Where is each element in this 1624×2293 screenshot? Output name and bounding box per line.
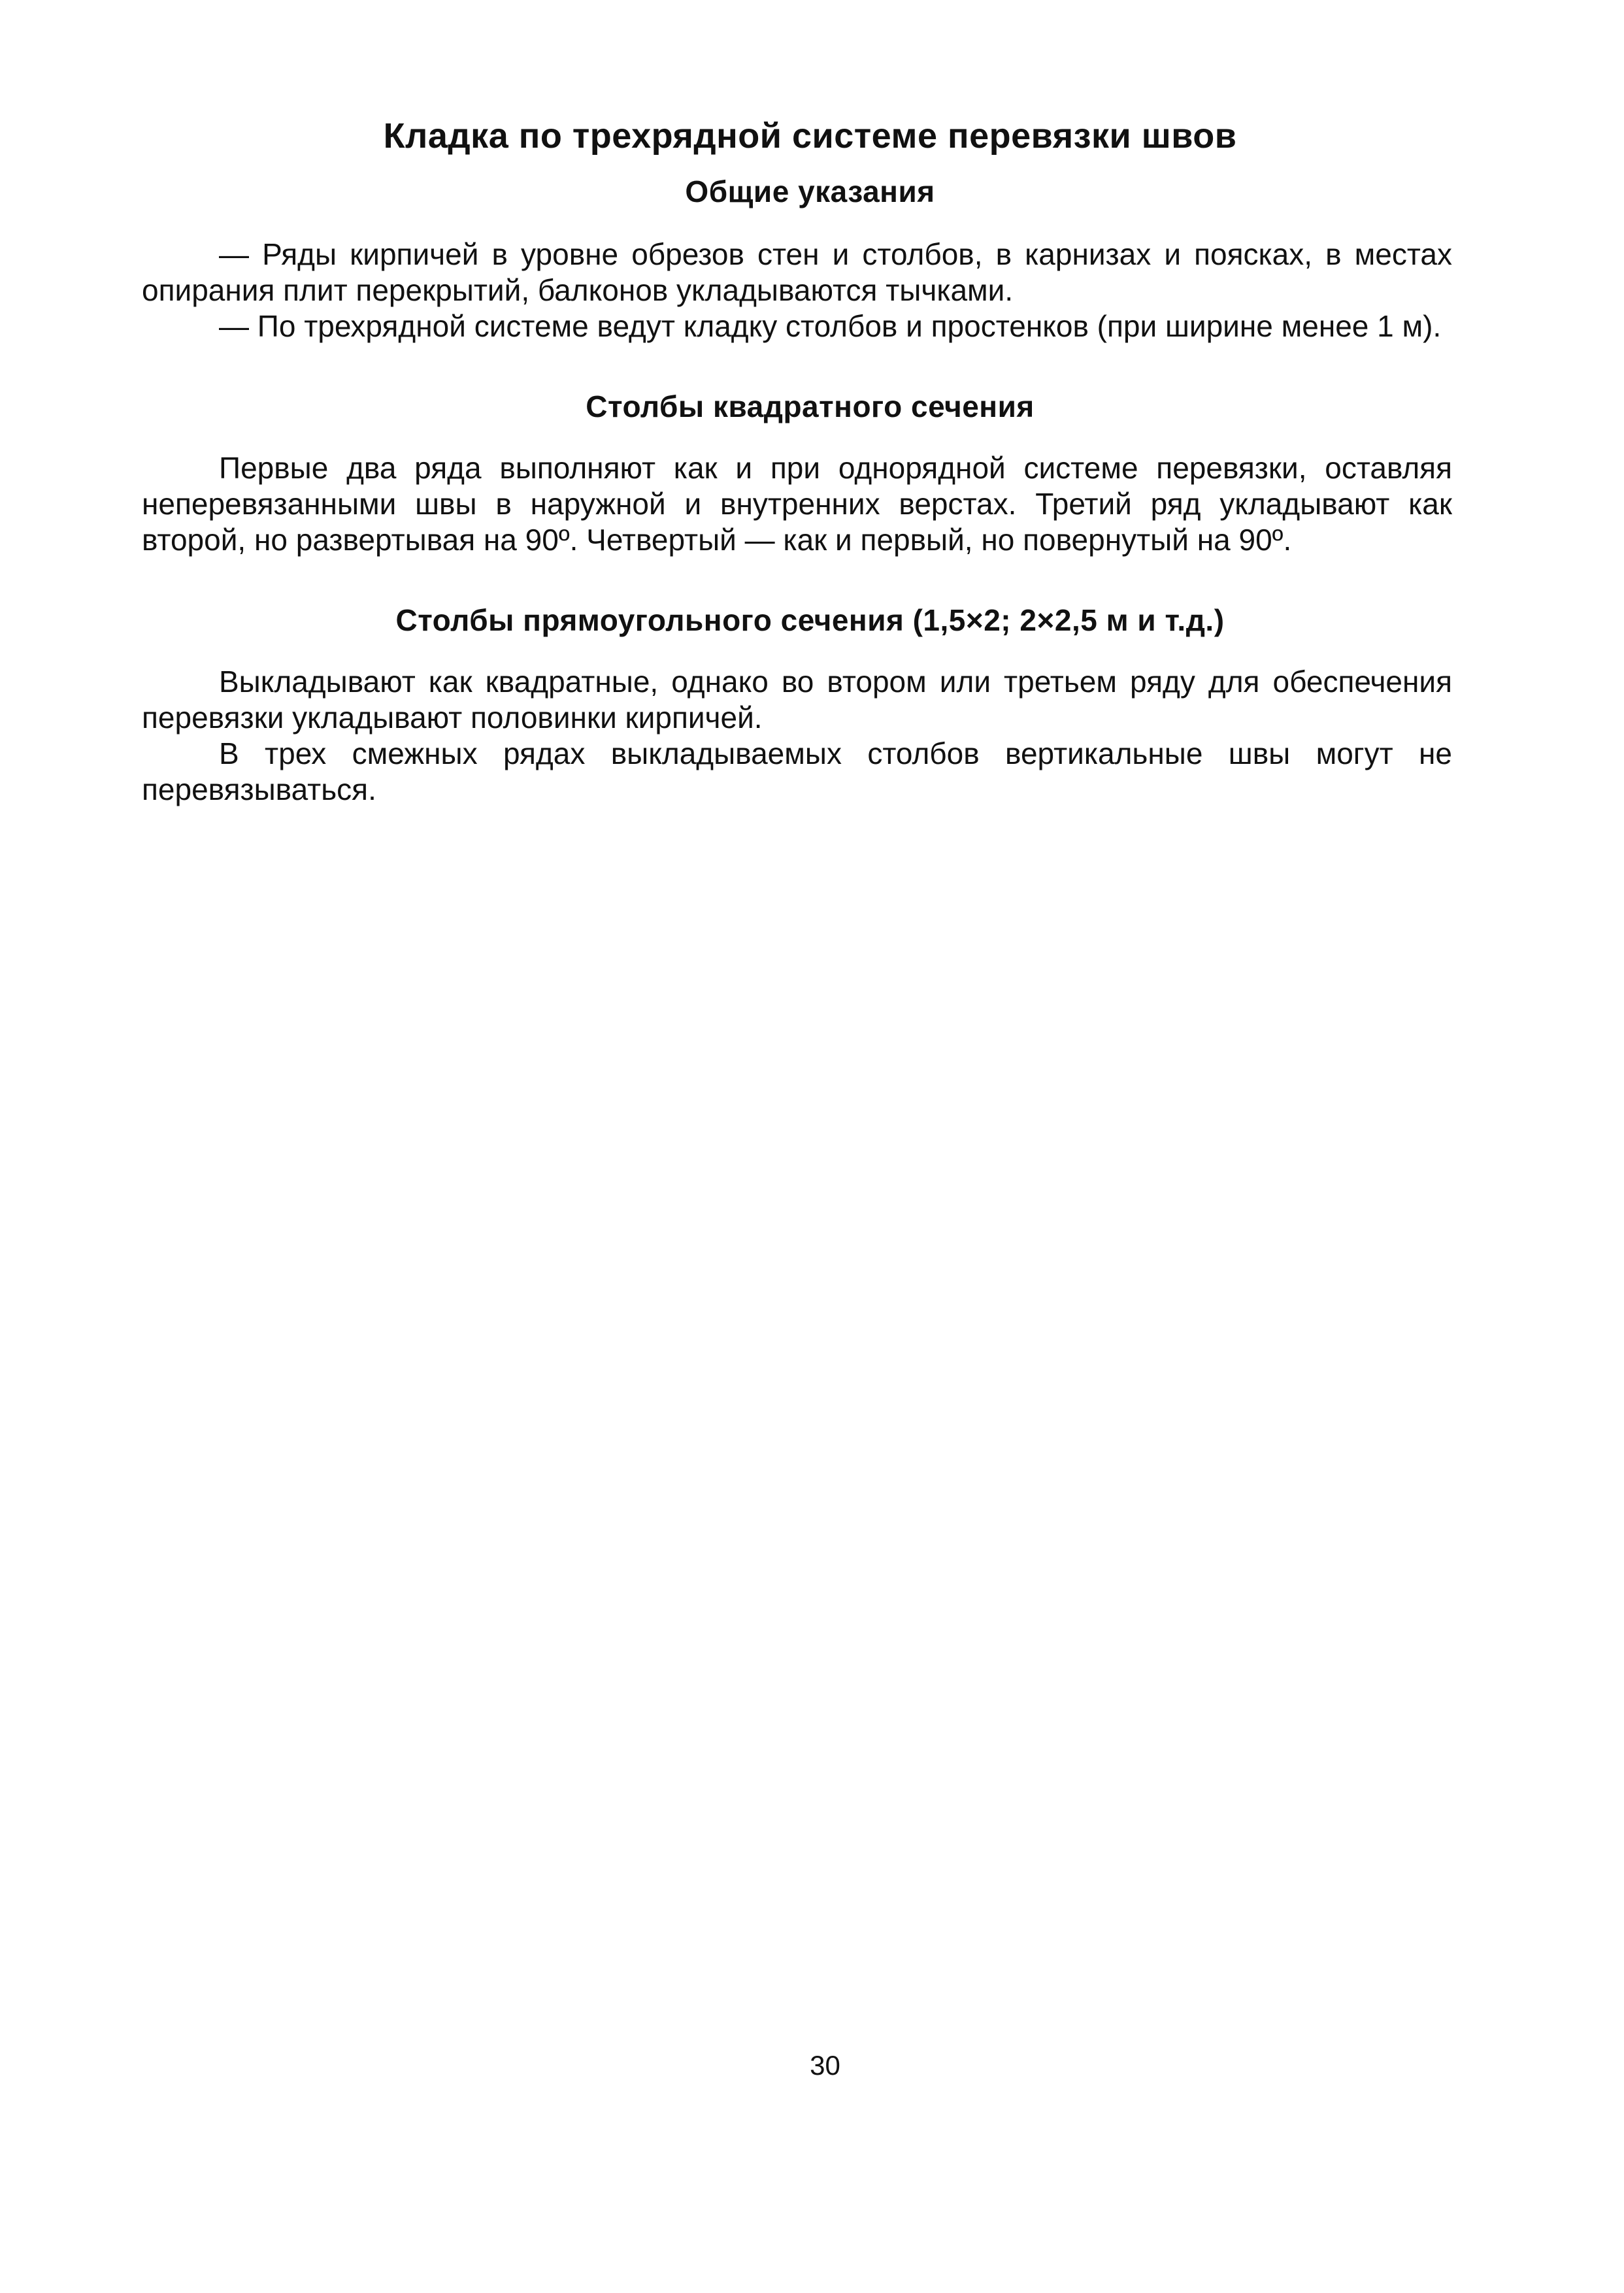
paragraph: Выкладывают как квадратные, однако во втором или третьем ряду для обеспечения перевязки укладывают половинки кирпичей. [142,665,1452,734]
section-heading-rectangular-columns: Столбы прямоугольного сечения (1,5×2; 2×2,5 м и т.д.) [395,603,1225,637]
section-body-general [142,237,1452,344]
section-heading-square-columns: Столбы квадратного сечения [586,389,1035,423]
page-number: 30 [810,2050,840,2081]
paragraph: В трех смежных рядах выкладываемых столбов вертикальные швы могут не перевязываться. [142,736,1452,806]
paragraph: — Ряды кирпичей в уровне обрезов стен и столбов, в карнизах и поясках, в местах опирания плит перекрытий, балконов укладываются тычками. [142,237,1452,307]
paragraph: — По трехрядной системе ведут кладку столбов и простенков (при ширине менее 1 м). [219,309,1442,343]
page-title: Кладка по трехрядной системе перевязки швов [383,116,1237,156]
section-body-rectangular-columns [142,664,1452,808]
page-content [142,111,1452,808]
section-heading-general: Общие указания [685,174,935,208]
paragraph: Первые два ряда выполняют как и при однорядной системе перевязки, оставляя неперевязанными швы в наружной и внутренних верстах. Третий ряд укладывают как второй, но развертывая на 90º. Четвертый — как и первый, но повернутый на 90º. [142,451,1452,557]
section-body-square-columns [142,450,1452,558]
